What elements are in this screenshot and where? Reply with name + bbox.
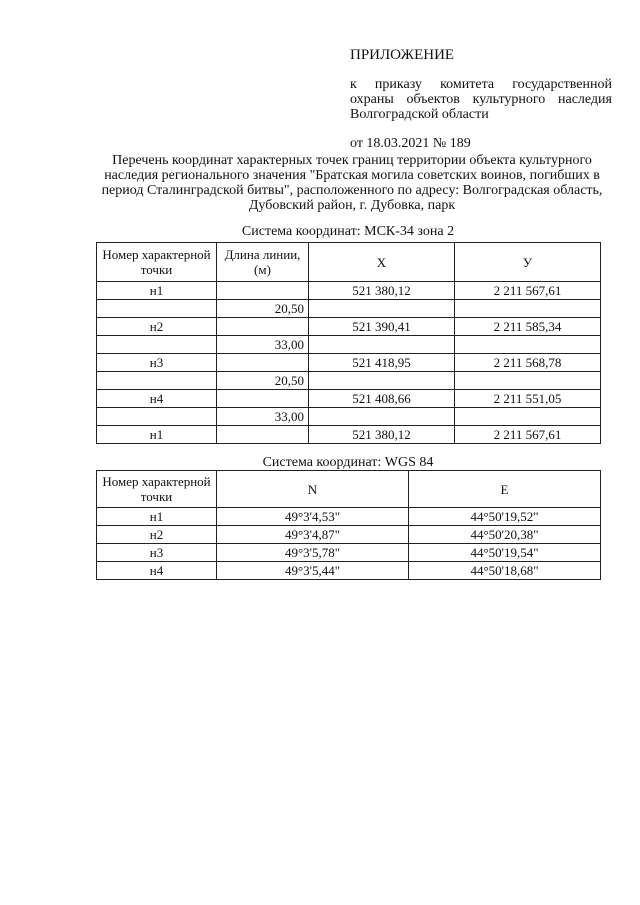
cell-point-number: н3 [97, 544, 217, 562]
cell-n: 49°3'4,87" [217, 526, 409, 544]
header-point-number: Номер характерной точки [97, 243, 217, 282]
cell-point-number [97, 336, 217, 354]
order-date: от 18.03.2021 № 189 [350, 136, 471, 151]
table-header-row [97, 471, 601, 508]
cell-point-number [97, 300, 217, 318]
cell-n: 49°3'4,53" [217, 508, 409, 526]
cell-line-length: 33,00 [217, 408, 309, 426]
table-row [97, 426, 601, 444]
table-row [97, 408, 601, 426]
cell-x: 521 408,66 [309, 390, 455, 408]
appendix-text: к приказу комитета государственной охраны объектов культурного наследия Волгоградской области [350, 77, 612, 122]
cell-x [309, 300, 455, 318]
cell-y [455, 372, 601, 390]
cell-line-length [217, 318, 309, 336]
header-y: У [455, 243, 601, 282]
cell-y: 2 211 568,78 [455, 354, 601, 372]
table-row [97, 282, 601, 300]
document-title: Перечень координат характерных точек границ территории объекта культурного наследия регионального значения "Братская могила советских воинов, погибших в период Сталинградской битвы", расположенного по адресу: Волгоградская область, Дубовский район, г. Дубовка, парк [101, 153, 603, 213]
cell-x: 521 390,41 [309, 318, 455, 336]
cell-point-number: н2 [97, 318, 217, 336]
header-x: X [309, 243, 455, 282]
table-row [97, 544, 601, 562]
table1-caption: Система координат: МСК-34 зона 2 [241, 224, 455, 239]
header-line-length: Длина линии, (м) [217, 243, 309, 282]
table-row [97, 372, 601, 390]
cell-y [455, 336, 601, 354]
cell-y: 2 211 551,05 [455, 390, 601, 408]
cell-x [309, 408, 455, 426]
cell-point-number: н1 [97, 426, 217, 444]
table2-caption: Система координат: WGS 84 [262, 455, 434, 470]
table-row [97, 562, 601, 580]
cell-e: 44°50'19,54" [409, 544, 601, 562]
cell-x: 521 418,95 [309, 354, 455, 372]
cell-point-number [97, 372, 217, 390]
cell-line-length [217, 282, 309, 300]
cell-x: 521 380,12 [309, 282, 455, 300]
cell-point-number: н4 [97, 390, 217, 408]
cell-x [309, 372, 455, 390]
cell-y: 2 211 567,61 [455, 282, 601, 300]
appendix-heading: ПРИЛОЖЕНИЕ [350, 47, 455, 63]
table-row [97, 390, 601, 408]
cell-e: 44°50'19,52" [409, 508, 601, 526]
msk-coordinates-table [96, 242, 601, 444]
table-row [97, 336, 601, 354]
header-n: N [217, 471, 409, 508]
cell-line-length [217, 390, 309, 408]
table-row [97, 526, 601, 544]
cell-e: 44°50'20,38" [409, 526, 601, 544]
cell-line-length: 20,50 [217, 300, 309, 318]
cell-point-number: н1 [97, 508, 217, 526]
cell-e: 44°50'18,68" [409, 562, 601, 580]
cell-n: 49°3'5,78" [217, 544, 409, 562]
cell-x [309, 336, 455, 354]
cell-y: 2 211 567,61 [455, 426, 601, 444]
table-header-row [97, 243, 601, 282]
cell-line-length [217, 426, 309, 444]
table-row [97, 508, 601, 526]
cell-point-number: н1 [97, 282, 217, 300]
header-point-number: Номер характерной точки [97, 471, 217, 508]
table-row [97, 318, 601, 336]
wgs84-coordinates-table [96, 470, 601, 580]
cell-n: 49°3'5,44" [217, 562, 409, 580]
cell-y: 2 211 585,34 [455, 318, 601, 336]
cell-y [455, 408, 601, 426]
cell-line-length: 20,50 [217, 372, 309, 390]
table-row [97, 300, 601, 318]
cell-point-number: н2 [97, 526, 217, 544]
appendix-block [350, 48, 612, 151]
cell-line-length [217, 354, 309, 372]
cell-y [455, 300, 601, 318]
table-row [97, 354, 601, 372]
cell-point-number: н4 [97, 562, 217, 580]
cell-line-length: 33,00 [217, 336, 309, 354]
cell-point-number: н3 [97, 354, 217, 372]
header-e: E [409, 471, 601, 508]
cell-x: 521 380,12 [309, 426, 455, 444]
cell-point-number [97, 408, 217, 426]
